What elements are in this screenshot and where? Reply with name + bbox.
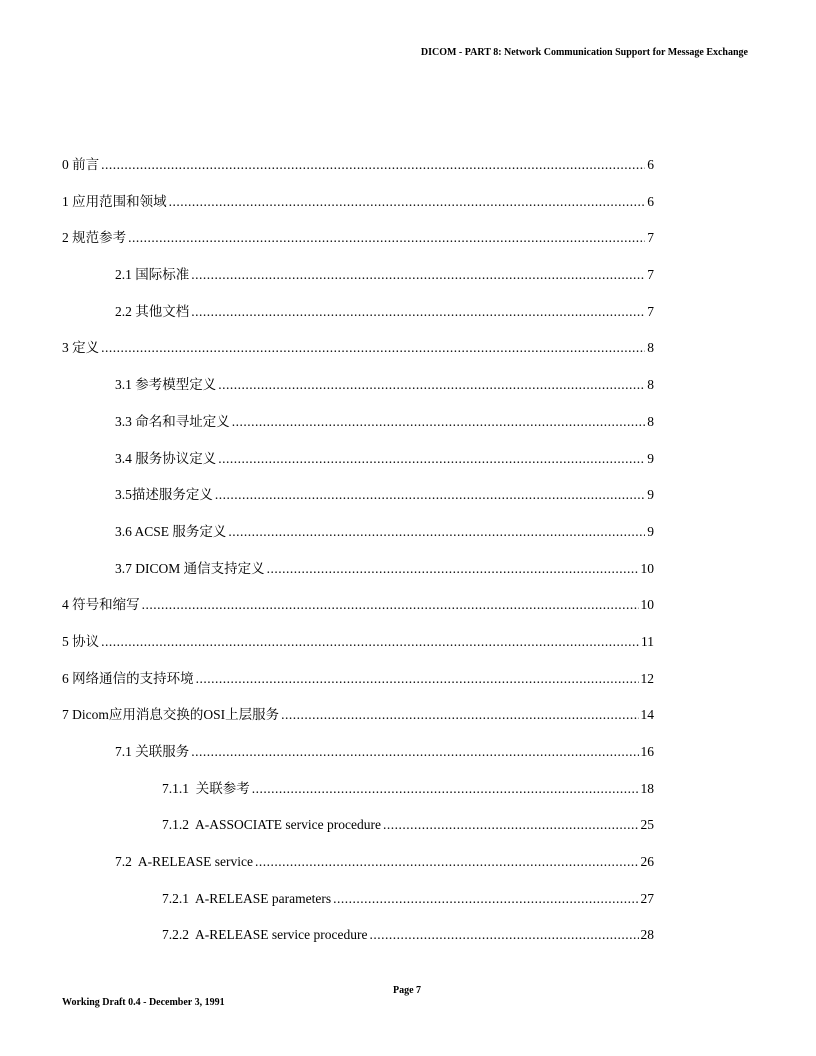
toc-entry[interactable]	[62, 523, 654, 560]
toc-entry[interactable]	[62, 743, 654, 780]
toc-entry[interactable]	[62, 486, 654, 523]
toc-entry[interactable]	[62, 816, 654, 853]
toc-entry[interactable]	[62, 339, 654, 376]
toc-entry-title: 2.2 其他文档	[115, 303, 190, 319]
toc-entry[interactable]	[62, 266, 654, 303]
toc-entry-title: 7.1.1 关联参考	[162, 780, 250, 796]
toc-entry[interactable]	[62, 596, 654, 633]
toc-entry-title: 4 符号和缩写	[62, 597, 140, 613]
toc-entry-title: 7.2.2 A-RELEASE service procedure	[162, 927, 368, 943]
toc-leader-dots	[255, 853, 639, 871]
toc-entry[interactable]	[62, 156, 654, 193]
toc-leader-dots	[383, 816, 639, 834]
toc-entry-page: 7	[647, 230, 654, 246]
toc-entry[interactable]	[62, 560, 654, 597]
toc-leader-dots	[101, 633, 639, 651]
toc-entry-page: 12	[640, 670, 654, 686]
toc-entry-page: 16	[640, 744, 654, 759]
toc-entry-title: 3.3 命名和寻址定义	[115, 413, 230, 429]
toc-leader-dots	[191, 266, 645, 284]
toc-leader-dots	[369, 926, 638, 944]
toc-entry-title: 6 网络通信的支持环境	[62, 670, 194, 686]
toc-leader-dots	[191, 743, 638, 761]
toc-entry-title: 7.1 关联服务	[115, 744, 190, 759]
toc-leader-dots	[128, 229, 645, 247]
toc-entry-page: 26	[640, 854, 654, 870]
toc-entry[interactable]	[62, 890, 654, 927]
toc-entry-title: 7.2 A-RELEASE service	[115, 854, 253, 870]
toc-entry-page: 10	[640, 597, 654, 613]
toc-entry-page: 7	[647, 267, 654, 283]
running-header: DICOM - PART 8: Network Communication Support for Message Exchange	[420, 47, 748, 58]
toc-entry-title: 7.2.1 A-RELEASE parameters	[162, 890, 332, 906]
toc-leader-dots	[142, 596, 639, 614]
toc-entry-title: 2 规范参考	[62, 230, 127, 246]
toc-entry-title: 5 协议	[62, 633, 100, 649]
toc-leader-dots	[191, 303, 645, 321]
toc-entry-page: 28	[640, 927, 654, 943]
toc-entry-page: 7	[647, 303, 654, 319]
toc-entry[interactable]	[62, 670, 654, 707]
toc-leader-dots	[101, 156, 645, 174]
toc-entry-page: 8	[647, 413, 654, 429]
toc-entry-title: 3 定义	[62, 340, 100, 356]
toc-leader-dots	[232, 413, 646, 431]
toc-entry-title: 7.1.2 A-ASSOCIATE service procedure	[162, 817, 381, 833]
toc-entry-title: 0 前言	[62, 157, 100, 172]
toc-leader-dots	[228, 523, 645, 541]
toc-entry-title: 7 Dicom应用消息交换的OSI上层服务	[62, 707, 280, 723]
toc-entry[interactable]	[62, 413, 654, 450]
toc-entry[interactable]	[62, 780, 654, 817]
toc-entry[interactable]	[62, 706, 654, 743]
toc-leader-dots	[169, 193, 646, 211]
toc-entry[interactable]	[62, 853, 654, 890]
toc-leader-dots	[218, 450, 645, 468]
table-of-contents	[62, 156, 654, 963]
toc-entry-title: 3.4 服务协议定义	[115, 450, 217, 466]
toc-entry-page: 8	[647, 340, 654, 356]
footer-draft-info: Working Draft 0.4 - December 3, 1991	[62, 997, 225, 1008]
toc-leader-dots	[252, 780, 639, 798]
toc-entry-title: 2.1 国际标准	[115, 267, 190, 283]
toc-leader-dots	[215, 486, 645, 504]
toc-entry-page: 14	[640, 707, 654, 723]
toc-entry[interactable]	[62, 193, 654, 230]
toc-entry-page: 18	[640, 780, 654, 796]
toc-leader-dots	[101, 339, 645, 357]
toc-leader-dots	[333, 890, 638, 908]
toc-entry[interactable]	[62, 376, 654, 413]
toc-entry-page: 9	[647, 523, 654, 539]
toc-entry-page: 8	[647, 377, 654, 393]
toc-entry[interactable]	[62, 450, 654, 487]
toc-entry-page: 9	[647, 487, 654, 503]
toc-entry[interactable]	[62, 303, 654, 340]
toc-entry-title: 3.1 参考模型定义	[115, 377, 217, 393]
toc-entry-page: 27	[640, 890, 654, 906]
toc-leader-dots	[218, 376, 645, 394]
page-number: Page 7	[393, 985, 422, 996]
toc-entry-page: 11	[641, 633, 654, 649]
toc-entry[interactable]	[62, 229, 654, 266]
toc-entry[interactable]	[62, 926, 654, 963]
toc-leader-dots	[196, 670, 639, 688]
toc-entry-page: 6	[647, 193, 654, 209]
toc-entry[interactable]	[62, 633, 654, 670]
toc-entry-page: 6	[647, 157, 654, 172]
toc-leader-dots	[281, 706, 638, 724]
toc-entry-page: 10	[640, 560, 654, 576]
toc-entry-title: 3.7 DICOM 通信支持定义	[115, 560, 265, 576]
toc-entry-page: 9	[647, 450, 654, 466]
toc-entry-title: 1 应用范围和领域	[62, 193, 167, 209]
toc-entry-title: 3.5描述服务定义	[115, 487, 213, 503]
toc-leader-dots	[267, 560, 639, 578]
toc-entry-title: 3.6 ACSE 服务定义	[115, 523, 227, 539]
toc-entry-page: 25	[640, 817, 654, 833]
